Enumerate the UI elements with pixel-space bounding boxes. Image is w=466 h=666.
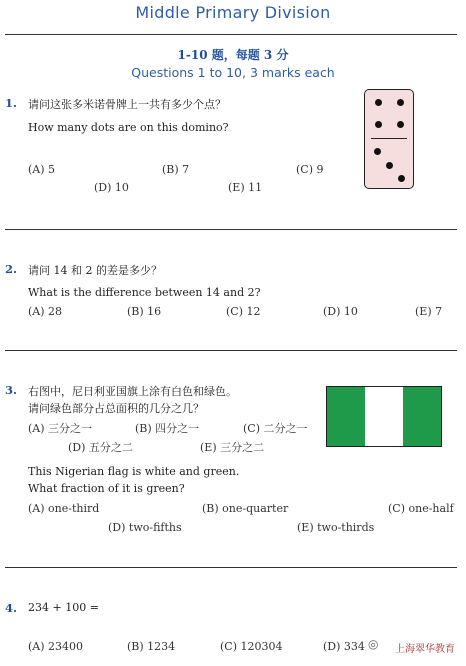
option-c-cn[interactable]: (C) 二分之一 — [243, 422, 308, 435]
option-b-cn[interactable]: (B) 四分之一 — [135, 422, 200, 435]
option-d[interactable]: (D) 10 — [94, 181, 129, 194]
domino-dot — [375, 121, 382, 128]
flag-band-white — [365, 387, 403, 446]
divider — [5, 567, 457, 568]
option-d[interactable]: (D) 10 — [323, 305, 358, 318]
divider — [5, 34, 457, 35]
option-e[interactable]: (E) two-thirds — [297, 521, 375, 534]
option-b[interactable]: (B) 7 — [162, 163, 190, 176]
option-a[interactable]: (A) one-third — [28, 502, 100, 515]
domino-dot — [398, 175, 405, 182]
option-c[interactable]: (C) 9 — [296, 163, 324, 176]
wechat-icon: ◎ — [368, 637, 379, 651]
section-title-cn: 1-10 题，每题 3 分 — [177, 48, 289, 62]
watermark: 上海翠华教育 — [392, 639, 458, 656]
option-a-cn[interactable]: (A) 三分之一 — [28, 422, 93, 435]
question-text-en: How many dots are on this domino? — [28, 121, 229, 134]
option-e-cn[interactable]: (E) 三分之二 — [200, 441, 265, 454]
divider — [5, 229, 457, 230]
flag-band-green — [403, 387, 441, 446]
question-text-en: What is the difference between 14 and 2? — [28, 286, 261, 299]
domino-dot — [375, 99, 382, 106]
option-e[interactable]: (E) 11 — [228, 181, 263, 194]
nigerian-flag-image — [326, 386, 442, 447]
question-text-en: This Nigerian flag is white and green. — [28, 465, 240, 478]
question-text-cn: 右图中，尼日利亚国旗上涂有白色和绿色。 — [28, 385, 237, 398]
option-d-cn[interactable]: (D) 五分之二 — [68, 441, 133, 454]
section-title-en: Questions 1 to 10, 3 marks each — [131, 65, 335, 80]
question-number: 2. — [5, 262, 18, 276]
domino-image — [364, 89, 414, 189]
question-text-cn: 请问 14 和 2 的差是多少？ — [28, 264, 162, 277]
domino-dot — [397, 121, 404, 128]
option-c[interactable]: (C) 12 — [226, 305, 261, 318]
page-title: Middle Primary Division — [135, 3, 331, 22]
question-number: 4. — [5, 601, 18, 615]
flag-band-green — [327, 387, 365, 446]
option-d[interactable]: (D) two-fifths — [108, 521, 182, 534]
option-e[interactable]: (E) 7 — [415, 305, 443, 318]
option-c[interactable]: (C) 120304 — [220, 640, 283, 653]
option-a[interactable]: (A) 5 — [28, 163, 56, 176]
domino-dot — [397, 99, 404, 106]
question-text-en-2: What fraction of it is green? — [28, 482, 185, 495]
domino-dot — [374, 148, 381, 155]
option-b[interactable]: (B) 16 — [127, 305, 162, 318]
question-text: 234 + 100 = — [28, 601, 99, 614]
divider — [5, 350, 457, 351]
domino-dot — [386, 162, 393, 169]
option-a[interactable]: (A) 23400 — [28, 640, 84, 653]
question-text-cn-2: 请问绿色部分占总面积的几分之几？ — [28, 402, 204, 415]
option-b[interactable]: (B) 1234 — [127, 640, 176, 653]
option-d[interactable]: (D) 334 — [323, 640, 365, 653]
option-a[interactable]: (A) 28 — [28, 305, 63, 318]
question-number: 1. — [5, 96, 18, 110]
option-c[interactable]: (C) one-half — [388, 502, 454, 515]
question-number: 3. — [5, 383, 18, 397]
question-text-cn: 请问这张多米诺骨牌上一共有多少个点？ — [28, 98, 226, 111]
domino-divider — [371, 138, 407, 139]
option-b[interactable]: (B) one-quarter — [202, 502, 289, 515]
